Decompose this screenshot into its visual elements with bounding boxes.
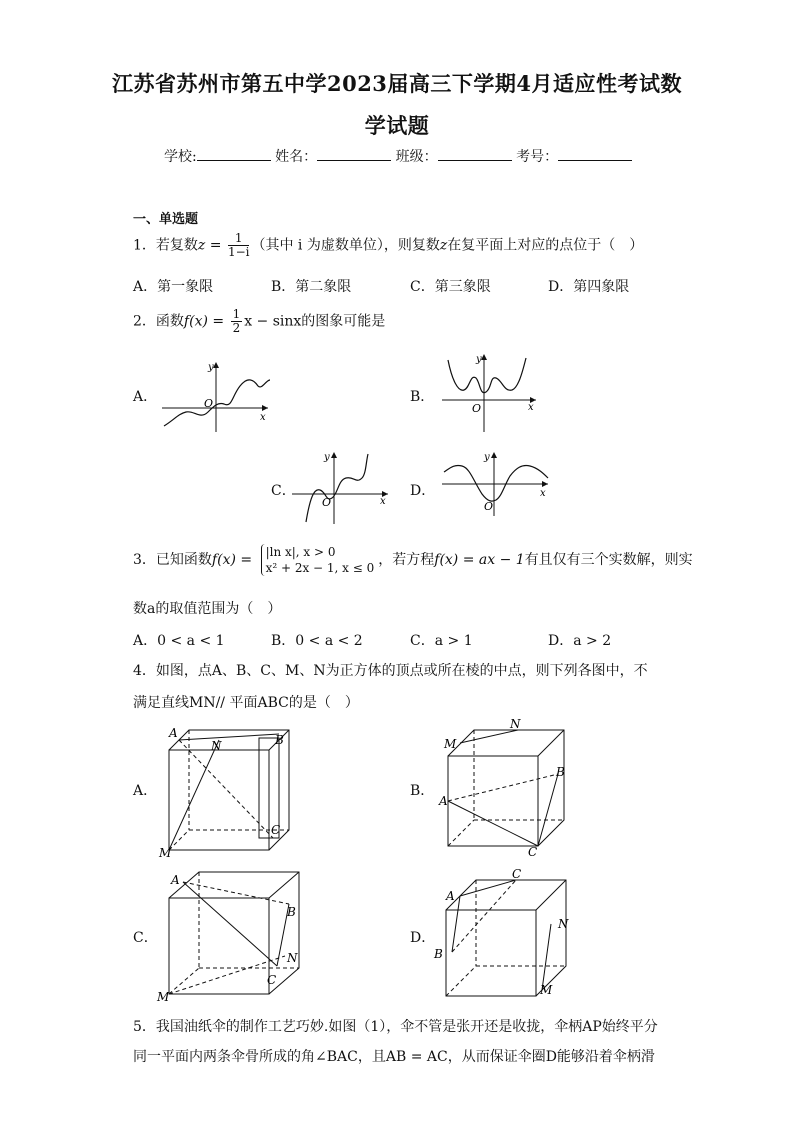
q1-eq: = — [205, 237, 226, 254]
line-ab — [179, 734, 279, 740]
q1-fraction — [228, 232, 250, 259]
q3-eq: f(x) = ax − 1 — [434, 552, 525, 568]
q3-case2: x² + 2x − 1, x ≤ 0 — [265, 561, 375, 575]
q2-den: 2 — [232, 321, 241, 335]
q4-cube-a[interactable] — [155, 720, 295, 860]
q1-suffix2: 在复平面上对应的点位于（ ） — [447, 237, 644, 254]
axis-x-label: x — [260, 412, 266, 423]
q4-label-d[interactable]: D． — [410, 930, 436, 946]
point-a: A — [169, 726, 178, 740]
q2-graph-d[interactable] — [440, 450, 552, 518]
q4-cube-d[interactable] — [432, 866, 572, 1000]
q1-den: 1−i — [227, 245, 250, 259]
cube-edge — [269, 872, 299, 898]
cube-back-edges — [169, 872, 299, 994]
q1-z: z — [197, 237, 206, 254]
q3-option-c[interactable]: C．a > 1 — [410, 633, 473, 649]
hidden-edge — [169, 968, 199, 994]
axis-x-label: x — [540, 488, 546, 499]
q2-fx: f(x) = — [183, 313, 229, 330]
q2-graph-b[interactable] — [440, 352, 540, 434]
q3-option-a[interactable]: A．0 < a < 1 — [133, 633, 225, 649]
hidden-edge — [169, 830, 189, 850]
q3-option-b[interactable]: B．0 < a < 2 — [271, 633, 363, 649]
q1-option-a[interactable]: A．第一象限 — [133, 279, 214, 295]
q1-z2: z — [439, 237, 448, 254]
cube-front — [448, 756, 538, 846]
point-m: M — [444, 737, 457, 751]
q3-suffix: 有且仅有三个实数解，则实 — [524, 552, 693, 568]
line-ac — [183, 882, 277, 966]
hidden-edge — [446, 966, 476, 996]
y-arrow-icon — [331, 452, 337, 458]
q1-num: 1 — [228, 232, 250, 246]
x-arrow-icon — [542, 481, 548, 487]
y-arrow-icon — [481, 354, 487, 360]
q2-prefix: 2．函数 — [133, 313, 184, 330]
point-n: N — [211, 739, 222, 753]
q4-cube-b[interactable] — [440, 716, 575, 858]
point-b: B — [434, 947, 443, 961]
q4-label-a[interactable]: A． — [133, 783, 158, 799]
point-n: N — [287, 951, 298, 965]
point-c: C — [267, 973, 277, 987]
point-m: M — [540, 983, 553, 997]
q2-label-a[interactable]: A． — [133, 389, 158, 405]
x-arrow-icon — [262, 405, 268, 411]
axis-x-label: x — [380, 496, 386, 507]
info-fields — [164, 146, 632, 166]
line-bc — [538, 774, 558, 846]
curve — [444, 465, 548, 501]
q2-num: 1 — [232, 307, 241, 321]
q4-cube-c[interactable] — [155, 864, 300, 1004]
line-mn — [460, 730, 518, 743]
y-arrow-icon — [491, 452, 497, 458]
q4-line1: 4．如图，点A、B、C、M、N为正方体的顶点或所在棱的中点，则下列各图中，不 — [133, 663, 648, 679]
point-b: B — [287, 905, 296, 919]
q1-prefix: 1．若复数 — [133, 237, 198, 254]
q3-line2: 数a的取值范围为（ ） — [133, 601, 282, 617]
section-heading: 一、单选题 — [133, 212, 199, 227]
curve — [448, 358, 526, 393]
q3-piecewise — [261, 544, 375, 576]
q2-label-d[interactable]: D． — [410, 483, 436, 499]
cube-edge — [538, 730, 564, 756]
point-b: B — [275, 733, 284, 747]
q2-label-c[interactable]: C． — [271, 483, 296, 499]
q1-option-d[interactable]: D．第四象限 — [548, 279, 630, 295]
q3-prefix: 3．已知函数 — [133, 552, 212, 568]
question-2 — [133, 308, 385, 335]
point-a: A — [439, 794, 448, 808]
point-n: N — [510, 717, 521, 731]
q3-case1: |ln x|, x > 0 — [265, 545, 336, 559]
line-ab — [448, 774, 558, 801]
title-line-1: 江苏省苏州市第五中学2023届高三下学期4月适应性考试数 — [111, 71, 683, 96]
id-blank[interactable] — [558, 146, 632, 161]
question-3 — [133, 544, 693, 576]
q2-graph-c[interactable] — [290, 450, 394, 526]
origin-label: O — [322, 496, 332, 509]
point-c: C — [528, 845, 538, 859]
curve — [164, 380, 270, 426]
axis-y-label: y — [208, 362, 214, 373]
line-bc — [452, 880, 516, 952]
q2-label-b[interactable]: B． — [410, 389, 435, 405]
name-blank[interactable] — [317, 146, 391, 161]
line-mn — [542, 924, 551, 990]
class-blank[interactable] — [438, 146, 512, 161]
point-a: A — [446, 889, 455, 903]
q5-line1: 5．我国油纸伞的制作工艺巧妙.如图（1），伞不管是张开还是收拢，伞柄AP始终平分 — [133, 1019, 658, 1035]
school-blank[interactable] — [197, 146, 271, 161]
q3-option-d[interactable]: D．a > 2 — [548, 633, 612, 649]
y-arrow-icon — [213, 362, 219, 368]
q1-suffix: （其中 i 为虚数单位），则复数 — [251, 237, 440, 254]
id-label: 考号： — [516, 149, 559, 165]
q2-graph-a[interactable] — [160, 358, 272, 434]
line-ac — [448, 801, 538, 846]
axis-x-label: x — [528, 402, 534, 413]
point-n: N — [558, 917, 569, 931]
q4-label-b[interactable]: B． — [410, 783, 435, 799]
hidden-edge — [448, 820, 474, 846]
school-label: 学校: — [164, 149, 197, 165]
q3-fx: f(x) = — [211, 552, 257, 568]
point-a: A — [171, 873, 180, 887]
question-1 — [133, 232, 643, 259]
q4-line2: 满足直线MN// 平面ABC的是（ ） — [133, 695, 359, 711]
q4-label-c[interactable]: C． — [133, 930, 158, 946]
q1-option-b[interactable]: B．第二象限 — [271, 279, 352, 295]
axis-y-label: y — [476, 354, 482, 365]
point-c: C — [512, 867, 522, 881]
q3-mid: ，若方程 — [378, 552, 435, 568]
origin-label: O — [204, 397, 214, 410]
q2-fraction — [231, 308, 243, 335]
point-m: M — [159, 846, 172, 860]
point-b: B — [556, 765, 565, 779]
name-label: 姓名： — [275, 149, 318, 165]
origin-label: O — [484, 500, 494, 513]
q1-option-c[interactable]: C．第三象限 — [410, 279, 491, 295]
cube-front — [446, 910, 536, 996]
title-line-2: 学试题 — [364, 113, 430, 138]
q5-line2: 同一平面内两条伞骨所成的角∠BAC，且AB = AC，从而保证伞圈D能够沿着伞柄滑 — [133, 1049, 655, 1065]
origin-label: O — [472, 402, 482, 415]
cube-edge — [536, 880, 566, 910]
point-m: M — [157, 990, 170, 1004]
curve — [306, 454, 368, 522]
q2-suffix: x − sinx的图象可能是 — [244, 313, 386, 330]
point-c: C — [271, 823, 281, 837]
line-mn — [169, 740, 219, 850]
axis-y-label: y — [484, 452, 490, 463]
class-label: 班级： — [395, 149, 438, 165]
axis-y-label: y — [324, 452, 330, 463]
